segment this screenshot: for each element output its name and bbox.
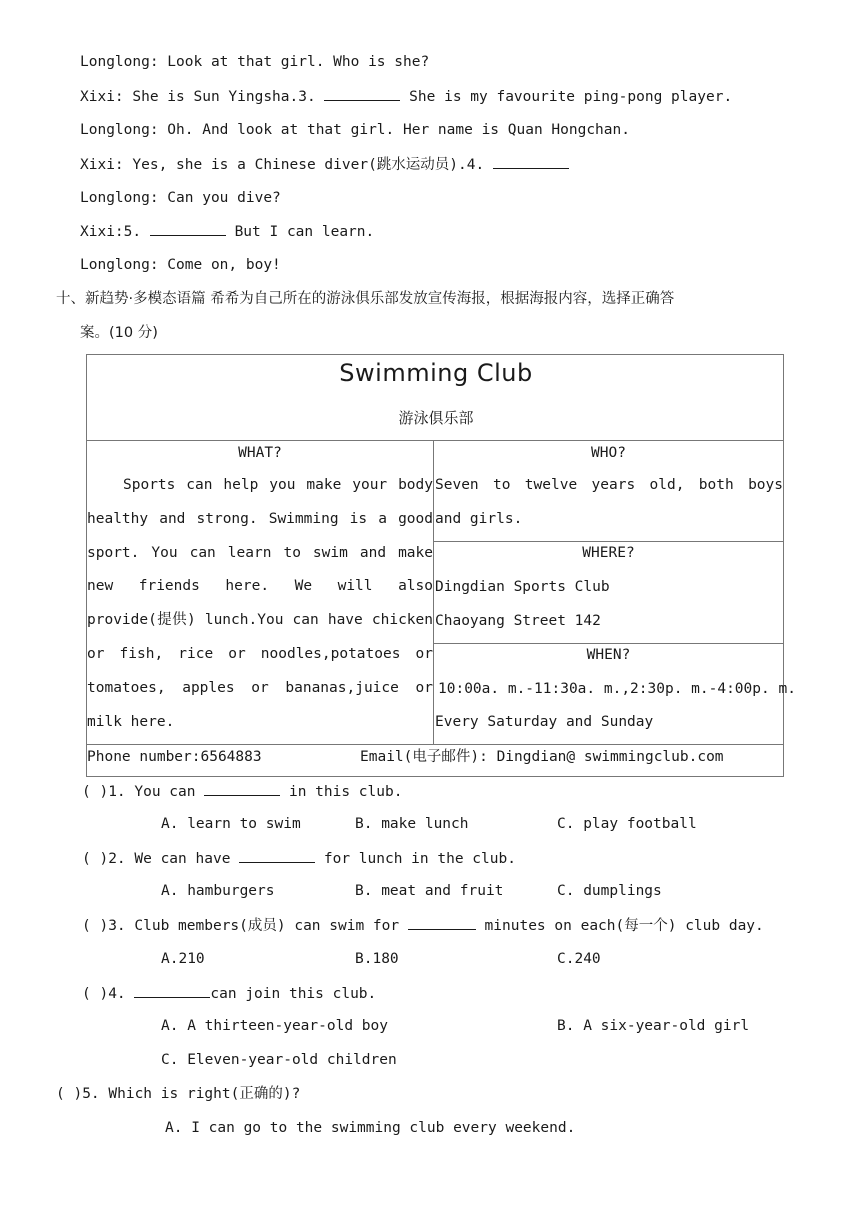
answer-paren[interactable]: ( ) (56, 1086, 83, 1102)
answer-paren[interactable]: ( ) (82, 986, 109, 1002)
answer-paren[interactable]: ( ) (82, 918, 109, 934)
option-3b[interactable]: B.180 (355, 951, 399, 967)
swimming-club-poster (86, 354, 796, 777)
dialogue-line-4: Xixi: Yes, she is a Chinese diver(跳水运动员).4. (80, 154, 569, 175)
divider (433, 440, 434, 744)
who-text: Seven to twelve years old, both boys and girls. (435, 477, 783, 527)
answer-paren[interactable]: ( ) (82, 784, 109, 800)
dialogue-line-5: Longlong: Can you dive? (80, 190, 281, 206)
question-blank[interactable] (204, 781, 280, 796)
question-5: ( )5. Which is right(正确的)? (56, 1086, 301, 1102)
question-blank[interactable] (134, 983, 210, 998)
question-1: ( )1. You can in this club. (82, 781, 402, 802)
question-blank[interactable] (408, 915, 476, 930)
option-3a[interactable]: A.210 (161, 951, 205, 967)
poster-title: Swimming Club (339, 359, 533, 387)
option-4b[interactable]: B. A six-year-old girl (557, 1018, 750, 1034)
when-line-1: 10:00a. m.-11:30a. m.,2:30p. m.-4:00p. m. (438, 681, 796, 697)
email-address: Email(电子邮件): Dingdian@ swimmingclub.com (360, 749, 724, 765)
answer-blank-4[interactable] (493, 154, 569, 169)
dialogue-line-1: Longlong: Look at that girl. Who is she? (80, 54, 430, 70)
option-2b[interactable]: B. meat and fruit (355, 883, 504, 899)
section-heading-cont: 案。(10 分) (80, 325, 158, 341)
divider (87, 440, 783, 441)
option-5a[interactable]: A. I can go to the swimming club every weekend. (165, 1120, 576, 1136)
dialogue-line-6: Xixi:5. But I can learn. (80, 221, 374, 242)
section-heading: 十、新趋势·多模态语篇 希希为自己所在的游泳俱乐部发放宣传海报，根据海报内容，选择正确答 (56, 291, 675, 307)
when-label: WHEN? (586, 647, 631, 663)
when-line-2: Every Saturday and Sunday (435, 714, 654, 730)
divider (433, 541, 783, 542)
question-blank[interactable] (239, 848, 315, 863)
where-line-1: Dingdian Sports Club (435, 579, 610, 595)
where-label: WHERE? (582, 545, 635, 561)
answer-blank-5[interactable] (150, 221, 226, 236)
phone-number: Phone number:6564883 (87, 749, 262, 765)
what-text: Sports can help you make your body healthy and strong. Swimming is a good sport. You can learn to swim and make new friends here. We will also provide(提供) lunch.You can have chicken or fish, rice or noodles,potatoes or tomatoes, apples or bananas,juice or milk here. (87, 477, 433, 730)
option-2c[interactable]: C. dumplings (557, 883, 662, 899)
option-1a[interactable]: A. learn to swim (161, 816, 301, 832)
question-2: ( )2. We can have for lunch in the club. (82, 848, 516, 869)
what-label: WHAT? (238, 445, 282, 461)
question-4: ( )4. can join this club. (82, 983, 376, 1004)
dialogue-line-7: Longlong: Come on, boy! (80, 257, 281, 273)
where-line-2: Chaoyang Street 142 (435, 613, 601, 629)
option-4a[interactable]: A. A thirteen-year-old boy (161, 1018, 388, 1034)
option-3c[interactable]: C.240 (557, 951, 601, 967)
poster-subtitle: 游泳俱乐部 (398, 409, 474, 427)
dialogue-line-3: Longlong: Oh. And look at that girl. Her name is Quan Hongchan. (80, 122, 630, 138)
divider (433, 643, 783, 644)
divider (87, 744, 783, 745)
option-4c[interactable]: C. Eleven-year-old children (161, 1052, 397, 1068)
option-2a[interactable]: A. hamburgers (161, 883, 275, 899)
who-label: WHO? (591, 445, 626, 461)
answer-blank-3[interactable] (324, 86, 400, 101)
dialogue-line-2: Xixi: She is Sun Yingsha.3. She is my favourite ping-pong player. (80, 86, 732, 107)
option-1b[interactable]: B. make lunch (355, 816, 469, 832)
answer-paren[interactable]: ( ) (82, 851, 109, 867)
question-3: ( )3. Club members(成员) can swim for minutes on each(每一个) club day. (82, 915, 764, 936)
option-1c[interactable]: C. play football (557, 816, 697, 832)
